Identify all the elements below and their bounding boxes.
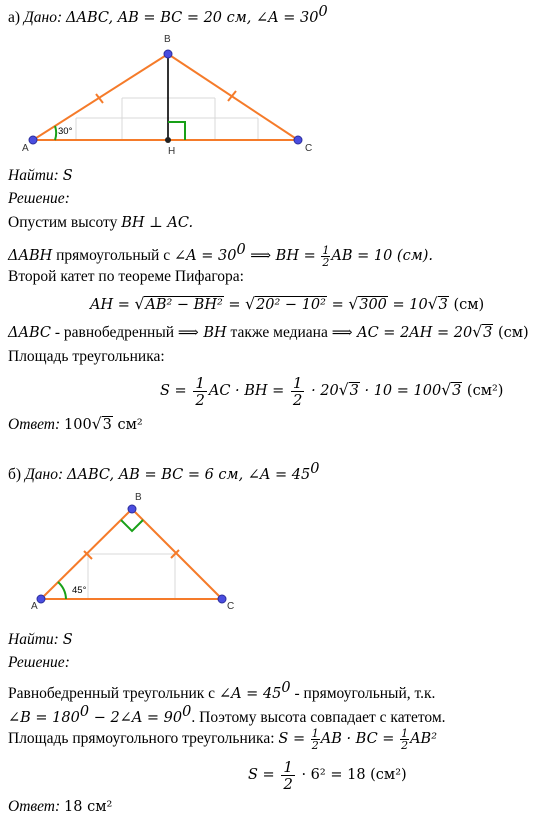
solution-b-heading: Решение:: [8, 654, 70, 671]
point-a: [29, 136, 37, 144]
point-c: [294, 136, 302, 144]
given-a-expr: ΔABC, AB = BC = 20 см, ∠A = 30: [66, 10, 319, 27]
solution-a-line-7: S = $\frac{1}{2}$ AC · BH = $\frac{1}{2}$ · 20√3 · 10 = 100√3 (см²): [160, 373, 504, 409]
answer-b: Ответ: 18 см²: [8, 798, 113, 815]
given-b-word: Дано: [24, 466, 58, 484]
solution-a-line-2: ΔABH прямоугольный с ∠A = $30^0$ ⟹ BH = $\frac{1}{2}$ AB = 10 (см).: [8, 242, 433, 270]
label-b: B: [164, 34, 171, 45]
figure-a-guides: [76, 98, 258, 140]
figure-b: [0, 488, 260, 618]
right-angle-mark-b: [121, 520, 143, 531]
right-angle-mark-a: [168, 122, 185, 140]
solution-b-line-4: S = $\frac{1}{2}$ · 6² = 18 (см²): [248, 757, 407, 793]
angle-arc-b: [58, 582, 66, 599]
point-b: [164, 50, 172, 58]
solution-b-line-2: ∠B = $180^0$ − 2∠A = $90^0$. Поэтому высота совпадает с катетом.: [8, 704, 446, 727]
label-a: A: [22, 143, 29, 154]
find-a-line: Найти: S: [8, 167, 73, 184]
find-b-expr: S: [62, 632, 73, 648]
figure-a: [0, 20, 330, 160]
answer-b-value: 18 см²: [64, 799, 113, 815]
angle-b-label: 45°: [72, 585, 87, 596]
answer-b-word: Ответ: [8, 798, 55, 815]
figure-b-guides: [88, 554, 175, 599]
answer-a-word: Ответ: [8, 416, 55, 433]
point-b-b: [128, 505, 136, 513]
point-c-b: [218, 595, 226, 603]
angle-a-label: 30°: [58, 126, 73, 137]
given-b-expr: ΔABC, AB = BC = 6 см, ∠A = 45: [67, 467, 311, 484]
solution-b-word: Решение: [8, 654, 65, 671]
find-a-expr: S: [62, 168, 73, 184]
label-c: C: [305, 143, 313, 154]
solution-a-line-5: ΔABC - равнобедренный ⟹ BH также медиана ⟹ AC = 2AH = 20√3 (см): [8, 323, 529, 341]
given-a-deg: 0: [318, 4, 328, 20]
solution-b-line-3: Площадь прямоугольного треугольника: S = $\frac{1}{2}$ AB · BC = $\frac{1}{2}$ AB²: [8, 727, 438, 752]
find-b-line: Найти: S: [8, 631, 73, 648]
solution-a-line-4: AH = √AB² − BH² = √20² − 10² = √300 = 10√3 (см): [90, 295, 485, 313]
answer-a: Ответ: 100√3 см²: [8, 415, 143, 433]
solution-a-line-3: Второй катет по теореме Пифагора:: [8, 268, 244, 285]
given-a-word: Дано: [23, 9, 57, 27]
label-b-b: B: [135, 492, 142, 503]
given-a-line: а) Дано: ΔABC, AB = BC = 20 см, ∠A = $30^0$: [8, 4, 328, 27]
angle-arc-a: [55, 126, 56, 140]
find-b-word: Найти: [8, 631, 54, 648]
label-h: H: [168, 146, 176, 157]
solution-a-word: Решение: [8, 190, 65, 207]
solution-b-line-1: Равнобедренный треугольник с ∠A = $45^0$ - прямоугольный, т.к.: [8, 680, 436, 703]
point-h: [165, 137, 171, 143]
given-b-line: б) Дано: ΔABC, AB = BC = 6 см, ∠A = $45^0$: [8, 461, 320, 484]
part-b-label: б): [8, 466, 22, 484]
solution-a-line-6: Площадь треугольника:: [8, 348, 165, 365]
find-a-word: Найти: [8, 167, 54, 184]
answer-a-value: 100: [64, 417, 92, 433]
label-a-b: A: [31, 601, 38, 612]
label-c-b: C: [227, 601, 235, 612]
point-a-b: [37, 595, 45, 603]
part-a-label: а): [8, 9, 21, 27]
solution-a-heading: Решение:: [8, 190, 70, 207]
solution-a-line-1: Опустим высоту BH ⊥ AC.: [8, 214, 194, 231]
